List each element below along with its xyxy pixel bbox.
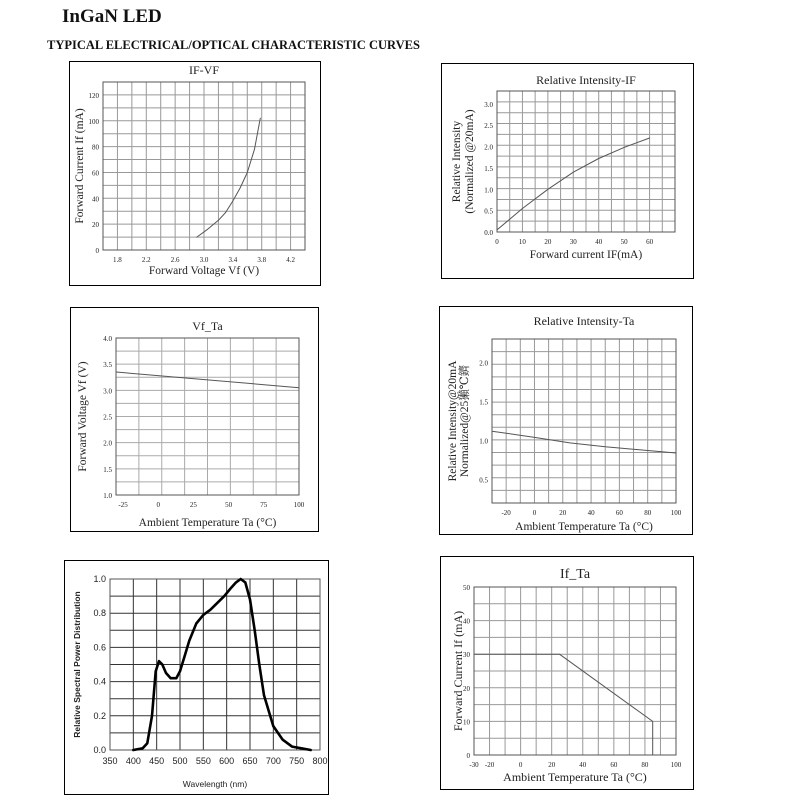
- chart-title: Relative Intensity-Ta: [533, 314, 635, 328]
- chart-title: Vf_Ta: [192, 319, 223, 333]
- y-tick-label: 2.0: [479, 359, 488, 368]
- y-tick-label: 3.0: [103, 387, 112, 396]
- x-axis-label: Ambient Temperature Ta (°C): [138, 517, 277, 529]
- x-tick-label: 450: [149, 756, 165, 766]
- y-tick-label: 3.5: [103, 361, 112, 370]
- x-axis-label: Ambient Temperature Ta (°C): [515, 521, 653, 533]
- chart-if-vf: [69, 61, 321, 286]
- x-tick-label: -20: [484, 761, 495, 769]
- y-axis-label: Relative Spectral Power Distribution: [72, 591, 82, 738]
- y-tick-label: 1.5: [479, 398, 488, 407]
- x-tick-label: 550: [195, 756, 211, 766]
- y-axis-label: Forward Voltage Vf (V): [77, 361, 89, 472]
- chart-relative-intensity-ta: [439, 306, 693, 535]
- y-tick-label: 0.8: [93, 608, 106, 619]
- chart-spectral-distribution: [64, 560, 329, 795]
- series-line: [492, 431, 676, 453]
- y-tick-label: 120: [88, 91, 99, 100]
- x-tick-label: 3.4: [228, 256, 238, 264]
- y-tick-label: 0.2: [93, 710, 106, 721]
- chart-vf-ta-svg: [71, 308, 320, 533]
- y-tick-label: 20: [92, 221, 99, 230]
- x-tick-label: 800: [312, 756, 328, 766]
- y-tick-label: 3.0: [484, 100, 493, 109]
- y-axis-label-secondary: (Normalized @20mA): [464, 109, 476, 214]
- x-tick-label: 40: [587, 509, 595, 517]
- x-tick-label: 0: [532, 509, 537, 517]
- x-tick-label: 1.8: [113, 256, 122, 264]
- x-tick-label: 0: [518, 761, 523, 769]
- x-tick-label: 60: [615, 509, 623, 517]
- chart-vf-ta: [70, 307, 319, 532]
- y-tick-label: 2.5: [103, 413, 112, 422]
- x-tick-label: 600: [219, 756, 235, 766]
- y-axis-label: Relative Intensity: [451, 120, 463, 203]
- x-tick-label: 40: [579, 761, 587, 769]
- x-tick-label: 3.8: [257, 256, 267, 264]
- y-tick-label: 40: [463, 617, 470, 626]
- y-tick-label: 50: [463, 584, 470, 592]
- y-axis-label: Relative Intensity@20mA: [447, 360, 459, 482]
- x-tick-label: 80: [644, 509, 652, 517]
- y-axis-label-secondary: Normalized@25獺℃鑇: [459, 364, 471, 478]
- chart-relative-intensity-if: [441, 63, 694, 279]
- x-tick-label: 400: [125, 756, 141, 766]
- y-tick-label: 2.0: [103, 439, 112, 448]
- page-title: InGaN LED: [62, 6, 162, 27]
- y-tick-label: 0.5: [479, 476, 488, 485]
- x-tick-label: 350: [102, 756, 118, 766]
- x-tick-label: 60: [610, 761, 618, 769]
- chart-if-ta-svg: [441, 557, 695, 791]
- chart-title: If_Ta: [559, 567, 591, 582]
- y-axis-label: Forward Current If (mA): [451, 610, 465, 732]
- y-tick-label: 80: [92, 143, 99, 152]
- y-tick-label: 100: [88, 117, 99, 126]
- y-tick-label: 4.0: [103, 335, 112, 343]
- y-tick-label: 0.5: [484, 207, 493, 216]
- x-tick-label: 60: [646, 238, 654, 246]
- x-tick-label: 20: [544, 238, 552, 246]
- chart-if-ta: [440, 556, 694, 790]
- x-tick-label: 4.2: [286, 256, 295, 264]
- chart-spectral-distribution-svg: [65, 561, 330, 796]
- x-tick-label: 2.2: [141, 256, 151, 264]
- y-tick-label: 30: [463, 651, 470, 660]
- x-tick-label: 2.6: [170, 256, 180, 264]
- x-tick-label: 30: [569, 238, 577, 246]
- x-tick-label: 20: [548, 761, 556, 769]
- chart-relative-intensity-if-svg: [442, 64, 695, 280]
- x-tick-label: 75: [260, 501, 268, 509]
- x-axis-label: Forward Voltage Vf (V): [148, 265, 260, 277]
- x-tick-label: 100: [670, 509, 682, 517]
- y-tick-label: 0: [95, 247, 99, 255]
- y-tick-label: 0: [466, 752, 470, 760]
- x-axis-label: Ambient Temperature Ta (°C): [503, 770, 647, 784]
- x-tick-label: 20: [559, 509, 567, 517]
- page-subtitle: TYPICAL ELECTRICAL/OPTICAL CHARACTERISTIC CURVES: [47, 38, 420, 52]
- chart-if-vf-svg: [70, 62, 322, 287]
- x-tick-label: -30: [469, 761, 479, 769]
- x-tick-label: -25: [118, 501, 128, 509]
- y-tick-label: 20: [463, 684, 470, 693]
- x-tick-label: 40: [595, 238, 603, 246]
- y-tick-label: 1.0: [93, 574, 106, 584]
- y-tick-label: 60: [92, 169, 99, 178]
- x-tick-label: 650: [242, 756, 258, 766]
- x-tick-label: 50: [620, 238, 628, 246]
- chart-title: IF-VF: [188, 63, 220, 77]
- y-tick-label: 1.0: [479, 437, 488, 446]
- x-tick-label: 100: [670, 761, 682, 769]
- x-tick-label: 700: [265, 756, 281, 766]
- y-tick-label: 0.4: [93, 676, 106, 687]
- x-tick-label: 750: [289, 756, 305, 766]
- x-tick-label: 3.0: [199, 256, 209, 264]
- y-tick-label: 40: [92, 195, 99, 204]
- x-axis-label: Wavelength (nm): [182, 779, 248, 789]
- x-tick-label: 0: [495, 238, 499, 246]
- x-tick-label: -20: [501, 509, 511, 517]
- x-tick-label: 50: [225, 501, 233, 509]
- x-tick-label: 80: [641, 761, 649, 769]
- y-tick-label: 1.0: [103, 492, 112, 500]
- y-axis-label: Forward Current If (mA): [74, 108, 86, 224]
- y-tick-label: 1.5: [484, 164, 493, 173]
- y-tick-label: 2.5: [484, 122, 493, 131]
- y-tick-label: 1.0: [484, 186, 493, 195]
- x-tick-label: 25: [189, 501, 197, 509]
- y-tick-label: 0.0: [93, 745, 106, 755]
- y-tick-label: 2.0: [484, 143, 493, 152]
- plot-frame: [492, 339, 676, 503]
- y-tick-label: 1.5: [103, 465, 112, 474]
- y-tick-label: 0.0: [484, 229, 493, 237]
- x-tick-label: 500: [172, 756, 188, 766]
- chart-title: Relative Intensity-IF: [536, 73, 636, 87]
- y-tick-label: 10: [463, 718, 470, 727]
- y-tick-label: 0.6: [93, 642, 106, 653]
- x-tick-label: 0: [156, 501, 160, 509]
- x-axis-label: Forward current IF(mA): [529, 249, 643, 261]
- chart-relative-intensity-ta-svg: [440, 307, 694, 536]
- x-tick-label: 10: [518, 238, 526, 246]
- series-line: [197, 118, 260, 237]
- x-tick-label: 100: [293, 501, 305, 509]
